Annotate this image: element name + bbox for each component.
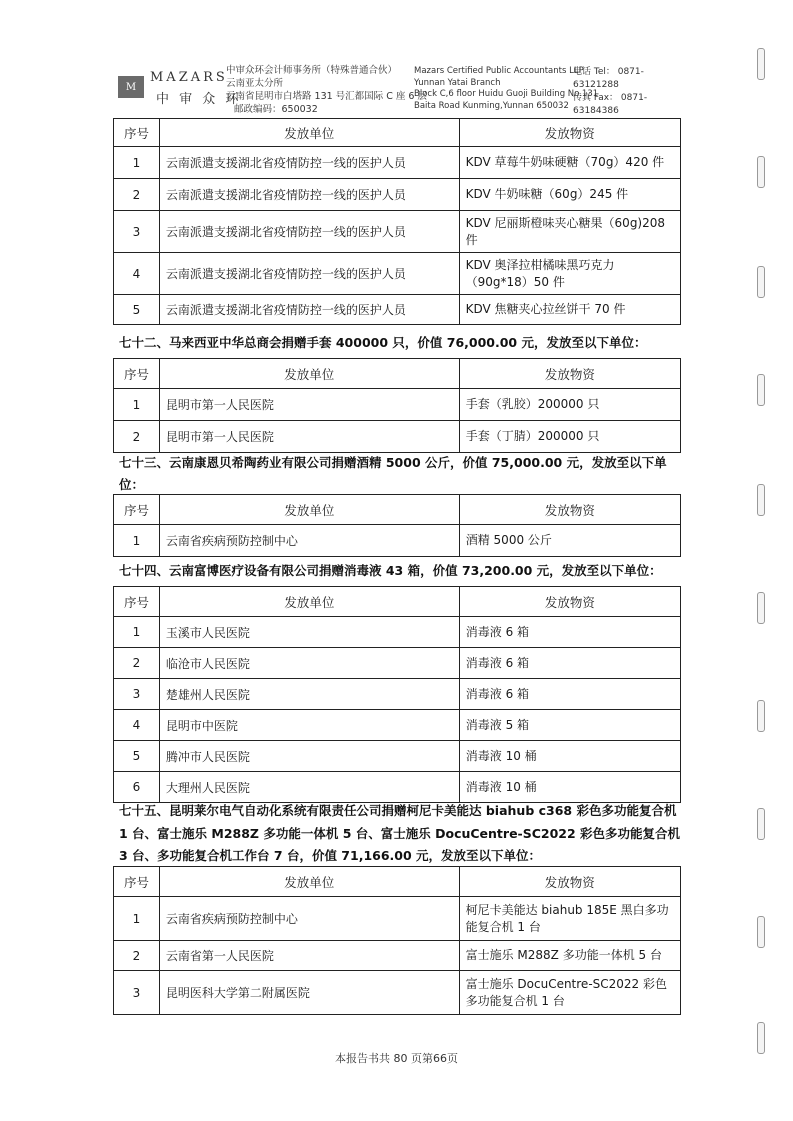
logo-chinese-name: 中 审 众 环: [156, 92, 242, 107]
logo-name: MAZARS: [150, 70, 228, 85]
table-section71-continued: [113, 118, 681, 325]
section-72-heading: 七十二、马来西亚中华总商会捐赠手套 400000 只，价值 76,000.00 元，发放至以下单位：: [119, 335, 647, 350]
table-header-row: 序号 发放单位 发放物资: [114, 495, 681, 525]
phone-number: 电话 Tel： 0871-63121288: [573, 67, 644, 90]
section-75-heading: 七十五、昆明莱尔电气自动化系统有限责任公司捐赠柯尼卡美能达 biahub c368 彩色多功能复合机 1 台、富士施乐 M288Z 多功能一体机 5 台、富士施乐 DocuCentre-SC2022 彩色多功能复合机 3 台、多功能复合机工作台 7 台，价值 71,166.00 元，发放至以下单位：: [119, 803, 681, 863]
table-row: 3 昆明医科大学第二附属医院 富士施乐 DocuCentre-SC2022 彩色多功能复合机 1 台: [114, 971, 681, 1015]
table-row: 4 云南派遣支援湖北省疫情防控一线的医护人员 KDV 奥泽拉柑橘味黑巧克力（90g*18）50 件: [114, 253, 681, 295]
table-header-row: [114, 119, 681, 147]
table-header-row: 序号 发放单位 发放物资: [114, 587, 681, 617]
binding-hole-icon: [757, 1022, 765, 1054]
header-index: 序号: [114, 119, 160, 147]
table-row: 4 昆明市中医院 消毒液 5 箱: [114, 710, 681, 741]
letterhead-contact: [573, 66, 678, 118]
table-header-row: 序号 发放单位 发放物资: [114, 359, 681, 389]
table-row: 1 玉溪市人民医院 消毒液 6 箱: [114, 617, 681, 648]
fax-number: 传真 Fax： 0871-63184386: [573, 93, 648, 116]
table-section74: [113, 586, 681, 803]
binding-hole-icon: [757, 808, 765, 840]
binding-hole-icon: [757, 48, 765, 80]
table-row: 5 云南派遣支援湖北省疫情防控一线的医护人员 KDV 焦糖夹心拉丝饼干 70 件: [114, 295, 681, 325]
table-header-row: 序号 发放单位 发放物资: [114, 867, 681, 897]
section-74-heading: 七十四、云南富博医疗设备有限公司捐赠消毒液 43 箱，价值 73,200.00 元，发放至以下单位：: [119, 563, 662, 578]
section-73-heading: 七十三、云南康恩贝希陶药业有限公司捐赠酒精 5000 公斤，价值 75,000.00 元，发放至以下单位：: [119, 455, 667, 492]
table-row: 2 昆明市第一人民医院 手套（丁腈）200000 只: [114, 421, 681, 453]
table-row: 2 云南省第一人民医院 富士施乐 M288Z 多功能一体机 5 台: [114, 941, 681, 971]
binding-hole-icon: [757, 592, 765, 624]
table-row: 3 云南派遣支援湖北省疫情防控一线的医护人员 KDV 尼丽斯橙味夹心糖果（60g)208 件: [114, 211, 681, 253]
page-footer: 本报告书共 80 页第66页: [335, 1052, 458, 1065]
binding-hole-icon: [757, 156, 765, 188]
table-section75: [113, 866, 681, 1015]
binding-hole-icon: [757, 484, 765, 516]
mazars-logo-icon: M: [118, 76, 144, 98]
header-unit: 发放单位: [159, 119, 459, 147]
header-item: 发放物资: [459, 119, 680, 147]
table-row: 1 昆明市第一人民医院 手套（乳胶）200000 只: [114, 389, 681, 421]
table-row: 1 云南派遣支援湖北省疫情防控一线的医护人员 KDV 草莓牛奶味硬糖（70g）420 件: [114, 147, 681, 179]
binding-hole-icon: [757, 374, 765, 406]
letterhead-english-address: Mazars Certified Public Accountants LLP Yunnan Yatai Branch Block C,6 floor Huidu Guoji Building No.131 Baita Road Kunming,Yunnan 650032: [414, 66, 599, 111]
table-row: 5 腾冲市人民医院 消毒液 10 桶: [114, 741, 681, 772]
letterhead: [118, 64, 678, 116]
table-section73: [113, 494, 681, 557]
binding-hole-icon: [757, 266, 765, 298]
binding-hole-icon: [757, 700, 765, 732]
binding-hole-icon: [757, 916, 765, 948]
letterhead-chinese-address: 中审众环会计师事务所（特殊普通合伙） 云南亚太分所 云南省昆明市白塔路 131 号汇都国际 C 座 6 层 邮政编码：650032: [226, 65, 427, 115]
table-row: 1 云南省疾病预防控制中心 酒精 5000 公斤: [114, 525, 681, 557]
table-section72: [113, 358, 681, 453]
table-row: 2 临沧市人民医院 消毒液 6 箱: [114, 648, 681, 679]
table-row: 3 楚雄州人民医院 消毒液 6 箱: [114, 679, 681, 710]
table-row: 1 云南省疾病预防控制中心 柯尼卡美能达 biahub 185E 黑白多功能复合机 1 台: [114, 897, 681, 941]
table-row: 2 云南派遣支援湖北省疫情防控一线的医护人员 KDV 牛奶味糖（60g）245 件: [114, 179, 681, 211]
table-row: 6 大理州人民医院 消毒液 10 桶: [114, 772, 681, 803]
